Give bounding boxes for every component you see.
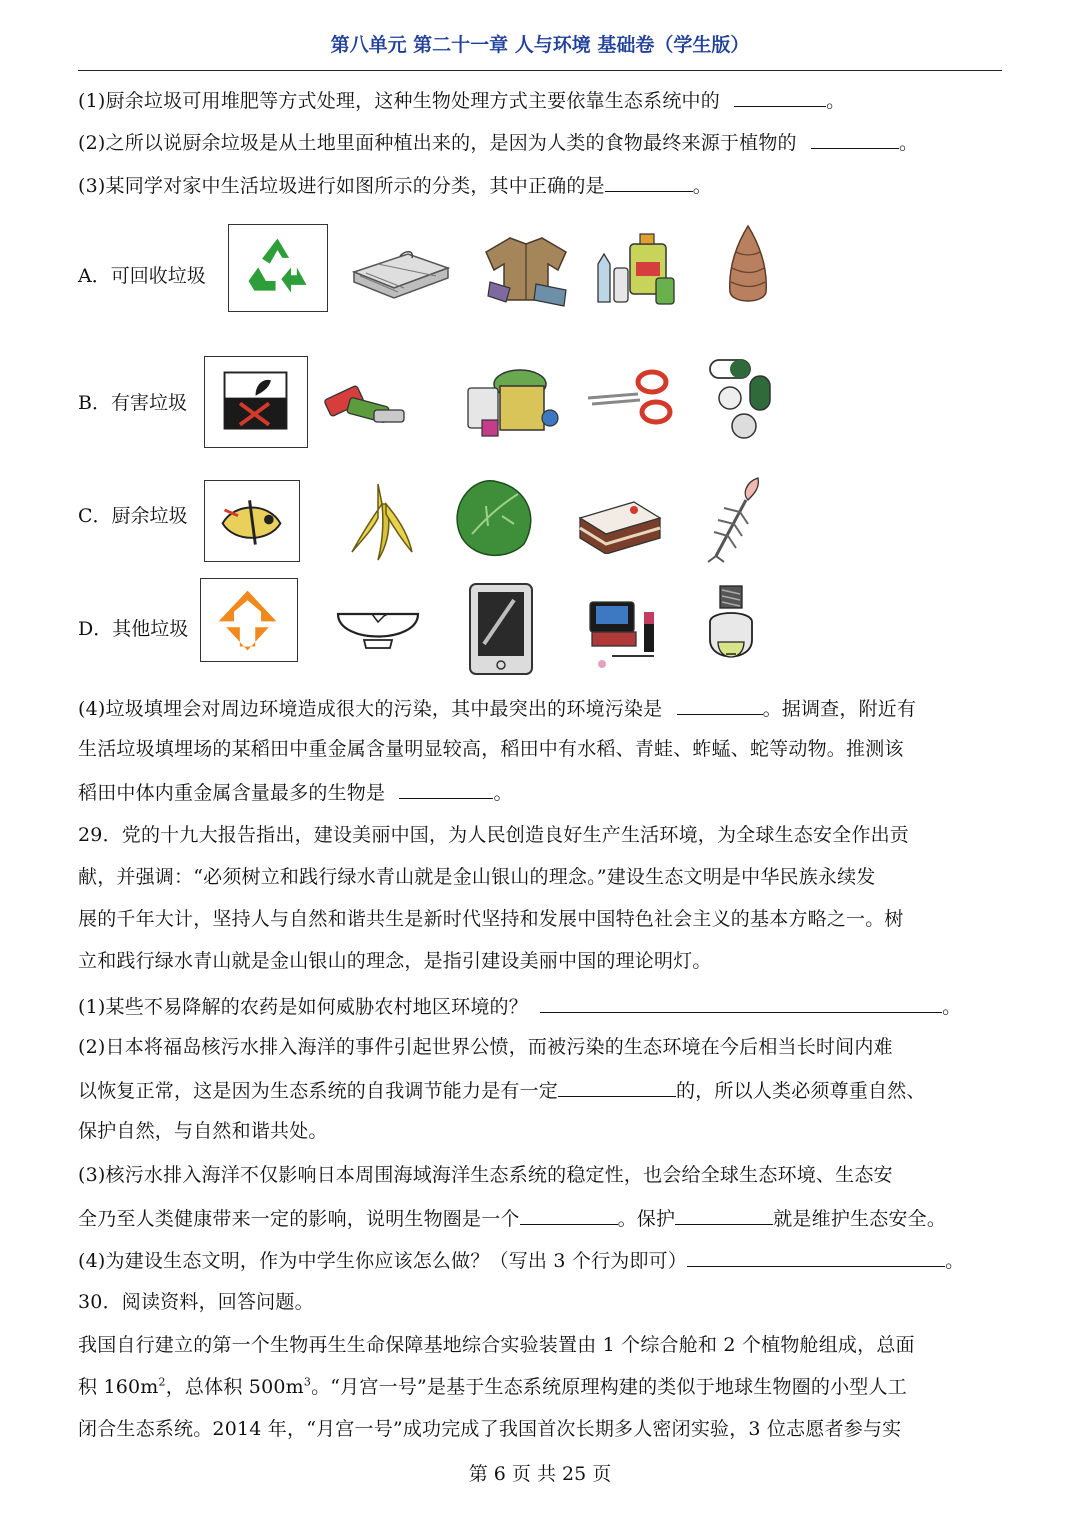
q28-part4-text-b: 。据调查，附近有 <box>762 698 917 720</box>
mobile-phone-icon <box>466 580 536 678</box>
option-d-row[interactable] <box>78 576 1002 676</box>
period: 。 <box>942 996 962 1018</box>
q29-part4 <box>78 1247 1002 1273</box>
q29-part2-line1: (2)日本将福岛核污水排入海洋的事件引起世界公愤，而被污染的生态环境在今后相当长时间内难 <box>78 1036 893 1058</box>
period: 。 <box>898 132 919 154</box>
answer-blank[interactable] <box>675 1205 773 1225</box>
page-header <box>78 30 1002 71</box>
shell-icon <box>718 222 778 308</box>
recycle-sign-icon <box>228 224 328 312</box>
option-c-label: C．厨余垃圾 <box>78 505 188 527</box>
option-b-row[interactable] <box>78 354 1002 454</box>
superscript-3: 3 <box>303 1375 312 1389</box>
q29-part2-text-c: 的，所以人类必须尊重自然、 <box>676 1080 926 1102</box>
answer-blank[interactable] <box>558 1077 676 1097</box>
answer-blank[interactable] <box>520 1205 618 1225</box>
q29-part2-text-b: 以恢复正常，这是因为生态系统的自我调节能力是有一定 <box>78 1080 559 1102</box>
period: 。 <box>692 175 712 197</box>
q29-part3-line2 <box>78 1205 1002 1231</box>
q28-part4-line1 <box>78 695 1002 721</box>
answer-blank[interactable] <box>605 172 693 192</box>
cosmetics-icon <box>584 592 670 676</box>
newspaper-bundle-icon <box>348 242 453 302</box>
hazardous-sign-icon <box>204 356 308 448</box>
q30-line1: 我国自行建立的第一个生物再生生命保障基地综合实验装置由 1 个综合舱和 2 个植物舱组成，总面 <box>78 1334 915 1356</box>
q28-part4-line3 <box>78 779 1002 805</box>
cake-slice-icon <box>572 488 666 554</box>
answer-blank[interactable] <box>399 779 493 799</box>
q29-part3-text-b: 全乃至人类健康带来一定的影响，说明生物圈是一个 <box>78 1208 520 1230</box>
q28-part4-text-a: (4)垃圾填埋会对周边环境造成很大的污染，其中最突出的环境污染是 <box>78 698 663 720</box>
option-a-row[interactable] <box>78 222 1002 322</box>
q30-text-a: 积 160m <box>78 1376 159 1398</box>
q29-part1-text: (1)某些不易降解的农药是如何威胁农村地区环境的？ <box>78 996 528 1018</box>
option-c-row[interactable] <box>78 468 1002 568</box>
q29-intro-line4: 立和践行绿水青山就是金山银山的理念，是指引建设美丽中国的理论明灯。 <box>78 950 712 972</box>
vegetable-leaves-icon <box>442 468 546 564</box>
q29-intro-line2: 献，并强调：“必须树立和践行绿水青山就是金山银山的理念。”建设生态文明是中华民族永续发 <box>78 866 876 888</box>
pills-icon <box>704 354 784 444</box>
q28-part4-line2 <box>78 737 1002 761</box>
q28-part3-text: (3)某同学对家中生活垃圾进行如图所示的分类，其中正确的是 <box>78 175 605 197</box>
period: 。 <box>945 1250 965 1272</box>
q30-text-c: 。“月宫一号”是基于生态系统原理构建的类似于地球生物圈的小型人工 <box>311 1376 907 1398</box>
q29-intro-line1: 29．党的十九大报告指出，建设美丽中国，为人民创造良好生产生活环境，为全球生态安全作出贡 <box>78 824 909 846</box>
option-b-label: B．有害垃圾 <box>78 392 187 414</box>
answer-blank[interactable] <box>811 129 899 149</box>
other-waste-sign-icon <box>200 578 298 662</box>
option-d-label: D．其他垃圾 <box>78 618 189 640</box>
batteries-icon <box>318 374 410 434</box>
bottles-icon <box>590 228 682 308</box>
q29-part1 <box>78 993 1002 1019</box>
q28-part4-text-d: 稻田中体内重金属含量最多的生物是 <box>78 782 386 804</box>
q30-text-b: ，总体积 500m <box>165 1376 304 1398</box>
broken-bowl-icon <box>332 600 424 656</box>
page-footer: 第 6 页 共 25 页 <box>468 1463 612 1485</box>
fish-bone-icon <box>702 472 772 564</box>
period: 。 <box>826 90 846 112</box>
page-header-title: 第八单元 第二十一章 人与环境 基础卷（学生版） <box>330 34 750 56</box>
answer-blank[interactable] <box>677 695 763 715</box>
food-waste-sign-icon <box>204 480 300 562</box>
answer-blank[interactable] <box>687 1247 945 1267</box>
light-bulb-icon <box>696 582 766 678</box>
q28-part1-text: (1)厨余垃圾可用堆肥等方式处理，这种生物处理方式主要依靠生态系统中的 <box>78 90 720 112</box>
q28-part1 <box>78 87 1002 113</box>
q28-part2 <box>78 129 1002 155</box>
period: 。 <box>493 782 513 804</box>
q28-part3 <box>78 172 1002 198</box>
q29-part2-line2 <box>78 1077 1002 1103</box>
q28-part2-text: (2)之所以说厨余垃圾是从土地里面种植出来的，是因为人类的食物最终来源于植物的 <box>78 132 797 154</box>
q29-part3-text-d: 就是维护生态安全。 <box>773 1208 947 1230</box>
superscript-2: 2 <box>158 1375 166 1389</box>
q29-part3-text-c: 。保护 <box>617 1208 676 1230</box>
q30-line2 <box>78 1375 1002 1399</box>
answer-blank[interactable] <box>734 87 826 107</box>
chemical-cans-icon <box>460 358 564 442</box>
q30-title: 30．阅读资料，回答问题。 <box>78 1291 314 1313</box>
scissors-icon <box>582 364 678 432</box>
q29-part3-line1: (3)核污水排入海洋不仅影响日本周围海域海洋生态系统的稳定性，也会给全球生态环境、生态安 <box>78 1164 893 1186</box>
option-a-label: A．可回收垃圾 <box>78 265 206 287</box>
banana-peel-icon <box>332 474 424 566</box>
q28-part4-text-c: 生活垃圾填埋场的某稻田中重金属含量明显较高，稻田中有水稻、青蛙、蚱蜢、蛇等动物。推测该 <box>78 738 904 760</box>
q29-part4-text: (4)为建设生态文明，作为中学生你应该怎么做？（写出 3 个行为即可） <box>78 1250 688 1272</box>
q29-part2-line3: 保护自然，与自然和谐共处。 <box>78 1120 328 1142</box>
answer-blank[interactable] <box>540 993 942 1013</box>
q30-line3: 闭合生态系统。2014 年，“月宫一号”成功完成了我国首次长期多人密闭实验，3 位志愿者参与实 <box>78 1418 902 1440</box>
old-clothes-icon <box>480 230 572 310</box>
q29-intro-line3: 展的千年大计，坚持人与自然和谐共生是新时代坚持和发展中国特色社会主义的基本方略之一。树 <box>78 908 904 930</box>
